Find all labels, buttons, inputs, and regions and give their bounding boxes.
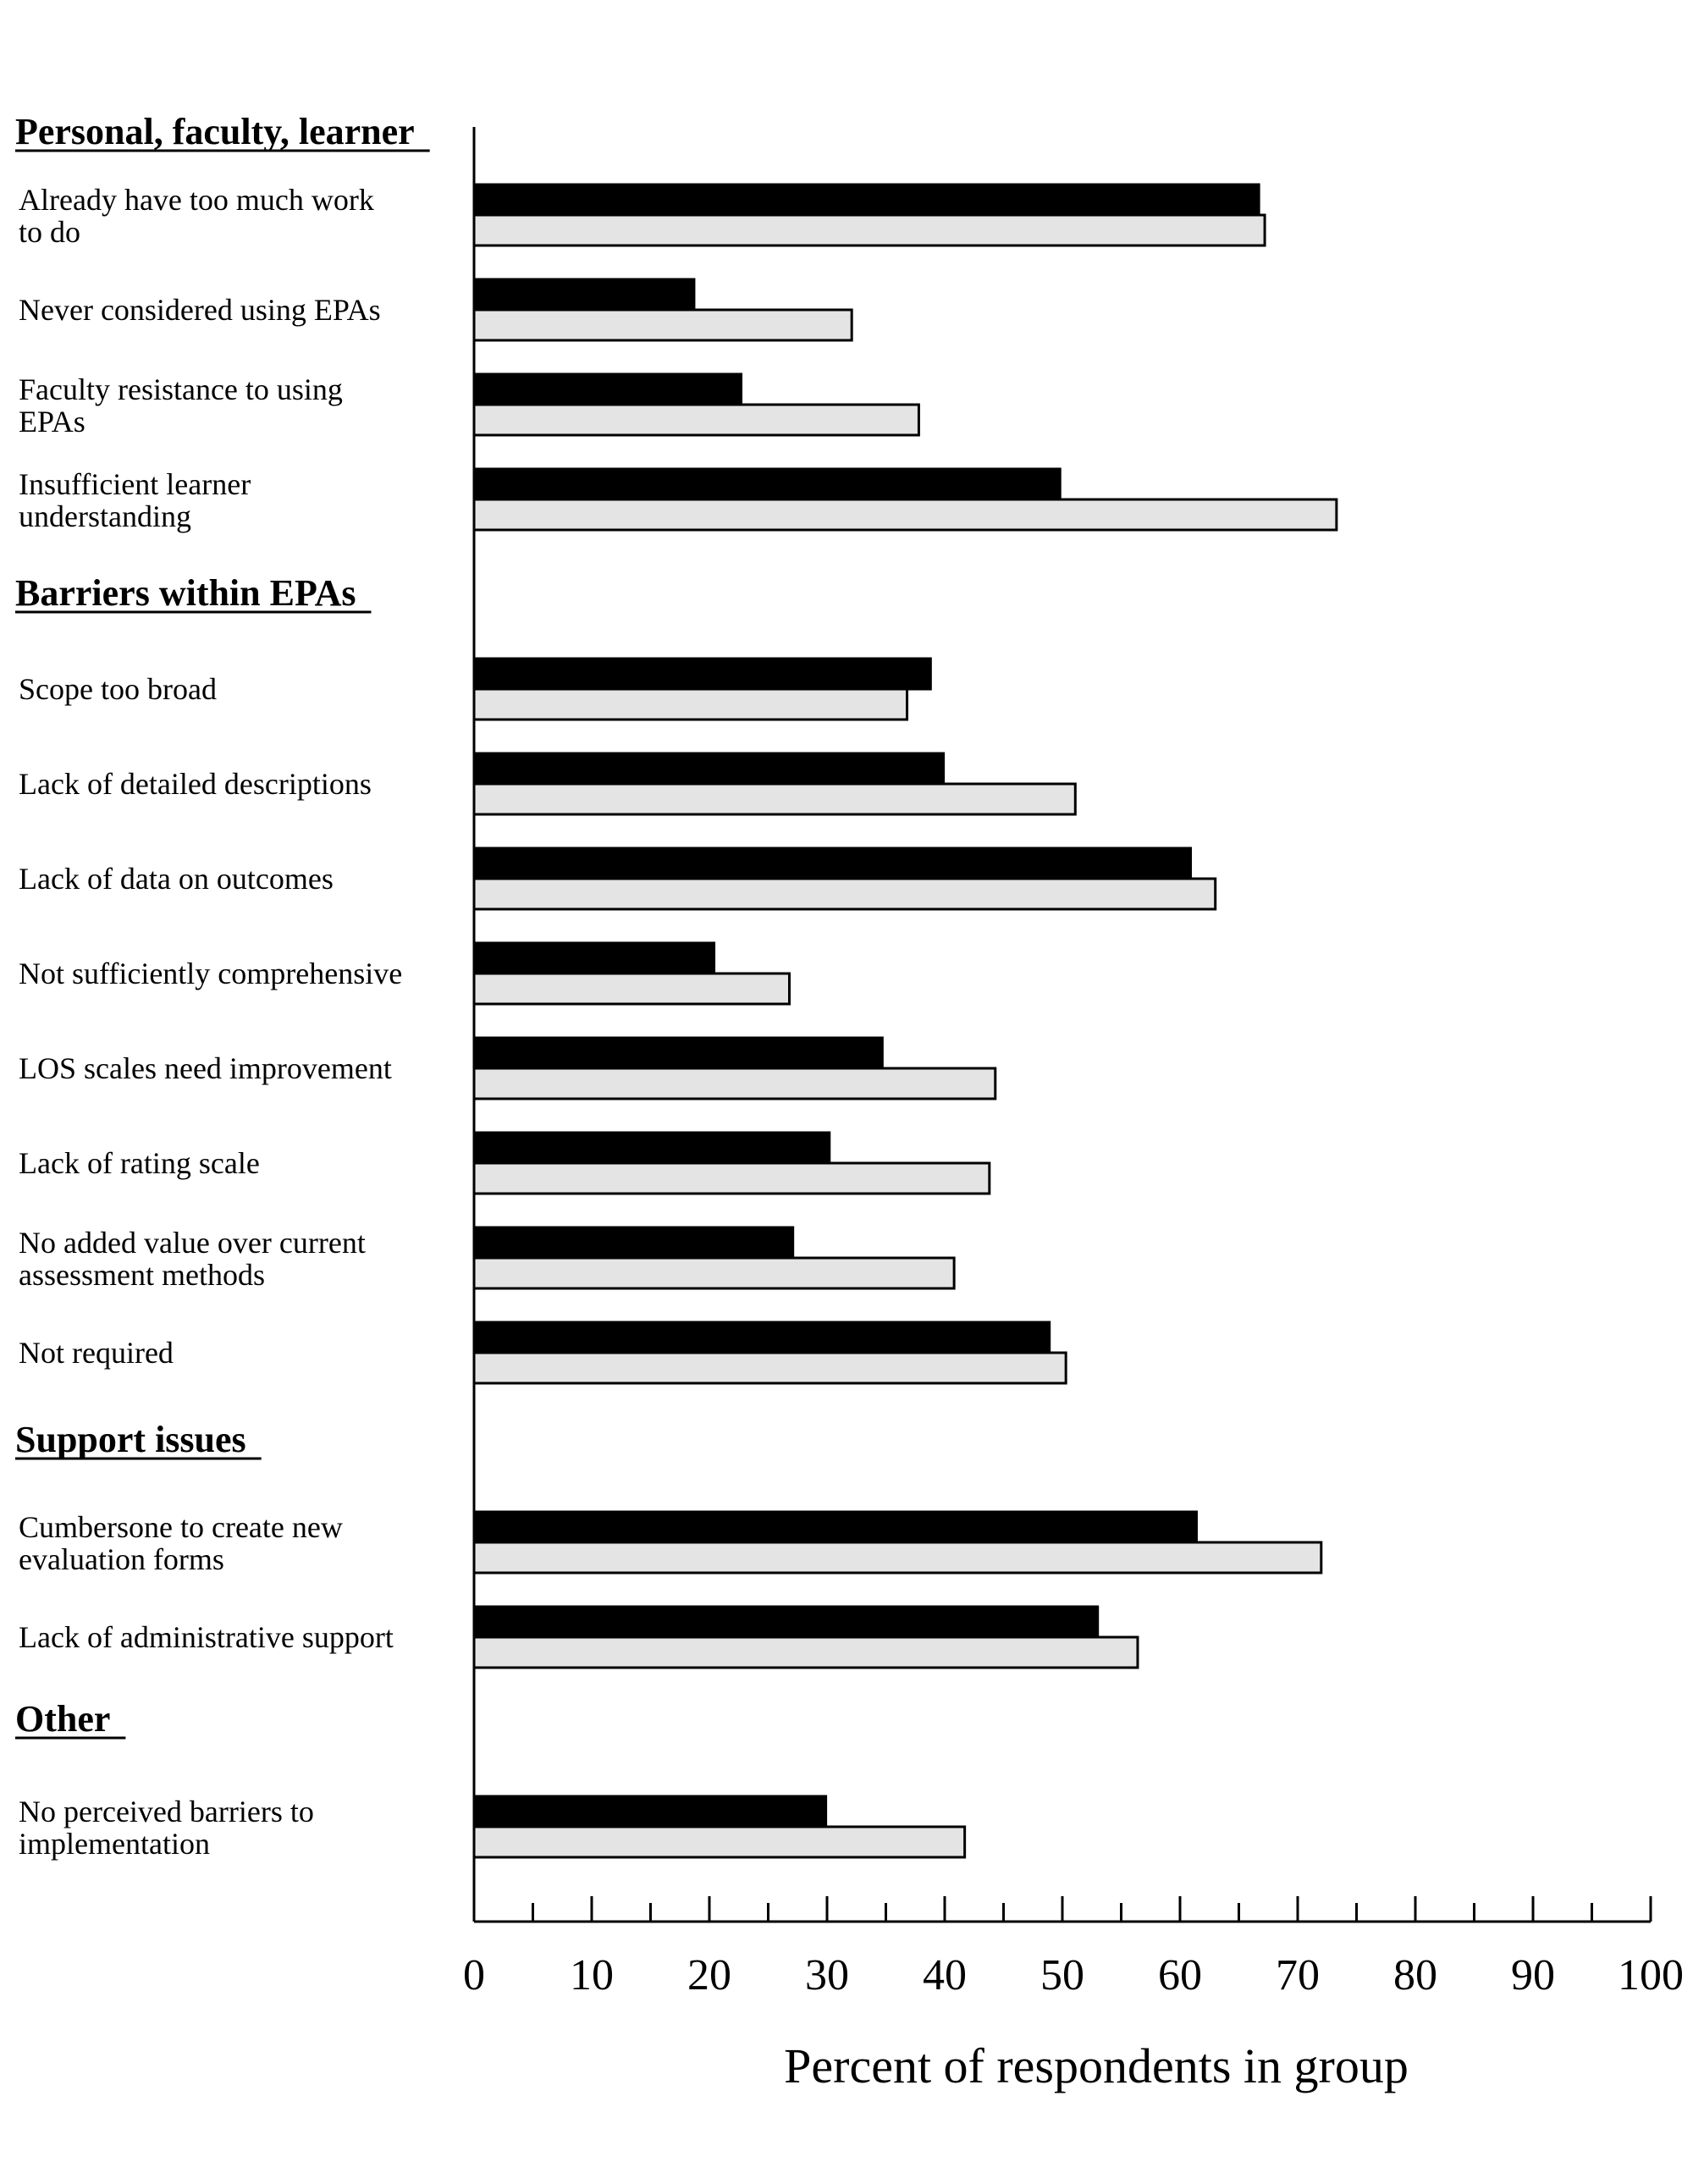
x-axis-title: Percent of respondents in group xyxy=(784,2038,1409,2093)
category-label: Insufficient learner xyxy=(19,467,251,501)
bar-series-1 xyxy=(474,753,944,784)
category-label: No perceived barriers to xyxy=(19,1795,314,1828)
x-tick-label: 70 xyxy=(1276,1951,1320,1999)
category-labels xyxy=(19,183,402,1861)
bar-series-2 xyxy=(474,879,1216,909)
bar-series-1 xyxy=(474,659,930,689)
bar-series-2 xyxy=(474,1637,1138,1668)
x-tick-label: 50 xyxy=(1040,1951,1084,1999)
bar-series-2 xyxy=(474,689,907,720)
bar-series-2 xyxy=(474,405,918,435)
bar-series-1 xyxy=(474,279,694,310)
bar-series-2 xyxy=(474,1353,1066,1383)
section-title: Other xyxy=(15,1698,111,1740)
category-label: EPAs xyxy=(19,405,85,438)
bar-series-2 xyxy=(474,1827,965,1857)
bar-series-1 xyxy=(474,848,1191,879)
category-label: LOS scales need improvement xyxy=(19,1051,392,1085)
category-label: Not required xyxy=(19,1336,174,1370)
bar-series-1 xyxy=(474,1796,826,1827)
category-label: Lack of rating scale xyxy=(19,1146,260,1180)
category-label: Never considered using EPAs xyxy=(19,293,381,327)
category-label: assessment methods xyxy=(19,1258,265,1292)
category-label: Lack of data on outcomes xyxy=(19,862,334,896)
x-tick-label: 10 xyxy=(570,1951,614,1999)
x-tick-label: 80 xyxy=(1393,1951,1437,1999)
category-label: evaluation forms xyxy=(19,1542,224,1576)
category-label: understanding xyxy=(19,499,191,533)
bar-series-1 xyxy=(474,185,1259,215)
x-tick-label: 30 xyxy=(805,1951,849,1999)
bars xyxy=(474,185,1337,1857)
section-title: Barriers within EPAs xyxy=(15,572,356,614)
x-tick-label: 40 xyxy=(923,1951,967,1999)
bar-series-1 xyxy=(474,1512,1196,1542)
bar-series-2 xyxy=(474,1163,990,1194)
bar-series-2 xyxy=(474,499,1337,530)
bar-series-1 xyxy=(474,1607,1098,1637)
category-label: Not sufficiently comprehensive xyxy=(19,957,403,990)
section-title: Personal, faculty, learner xyxy=(15,111,415,152)
x-tick-label: 90 xyxy=(1511,1951,1555,1999)
bar-series-1 xyxy=(474,374,742,405)
category-label: implementation xyxy=(19,1827,210,1861)
bar-series-2 xyxy=(474,310,852,340)
bar-series-1 xyxy=(474,1227,793,1258)
category-label: Scope too broad xyxy=(19,672,217,706)
section-title: Support issues xyxy=(15,1419,246,1460)
bar-series-1 xyxy=(474,1133,830,1163)
section-titles xyxy=(15,111,430,1740)
bar-series-2 xyxy=(474,1542,1321,1573)
bar-series-2 xyxy=(474,1258,954,1288)
category-label: Faculty resistance to using xyxy=(19,372,343,406)
bar-series-1 xyxy=(474,469,1060,499)
bar-series-2 xyxy=(474,973,790,1004)
category-label: Cumbersone to create new xyxy=(19,1510,343,1544)
category-label: Already have too much work xyxy=(19,183,374,217)
bar-series-1 xyxy=(474,1038,882,1068)
x-tick-label: 60 xyxy=(1158,1951,1202,1999)
x-tick-label: 0 xyxy=(463,1951,485,1999)
bar-series-2 xyxy=(474,215,1265,245)
x-tick-label: 100 xyxy=(1618,1951,1684,1999)
bar-series-1 xyxy=(474,1322,1050,1353)
x-axis-ticks xyxy=(463,1896,1684,1999)
category-label: No added value over current xyxy=(19,1226,366,1260)
bar-series-2 xyxy=(474,1068,995,1099)
bar-series-1 xyxy=(474,943,714,973)
category-label: Lack of administrative support xyxy=(19,1620,394,1654)
category-label: Lack of detailed descriptions xyxy=(19,767,372,801)
x-tick-label: 20 xyxy=(687,1951,731,1999)
category-label: to do xyxy=(19,215,81,249)
bar-series-2 xyxy=(474,784,1075,814)
